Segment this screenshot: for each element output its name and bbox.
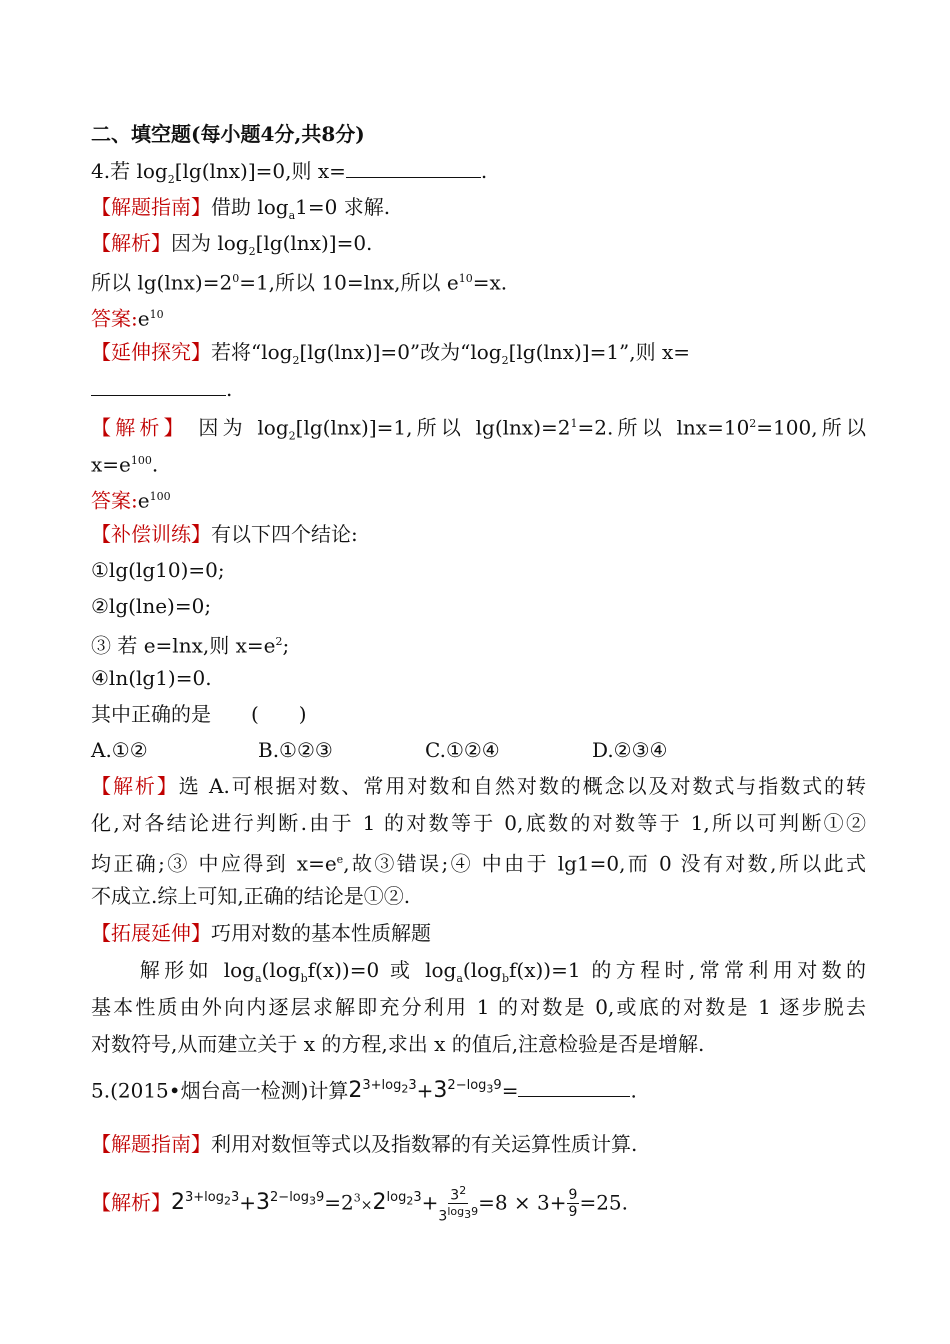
training-tag: 【补偿训练】 [91, 522, 211, 546]
ext-end: . [226, 377, 233, 401]
q5-sol-times: × [360, 1197, 373, 1214]
exp-1d: (log [462, 958, 502, 982]
analysis-line-2: 化,对各结论进行判断.由于 1 的对数等于 0,底数的对数等于 1,所以可判断①② [91, 811, 866, 835]
exp-sub-3: a [456, 972, 463, 985]
ext-sol-3: =2.所以 lnx=10 [577, 415, 750, 440]
ext-sol-tag: 【解析】 [91, 415, 188, 440]
statement-3-text: ③ 若 e=lnx,则 x=e [91, 633, 276, 658]
analysis-line-4: 不成立.综上可知,正确的结论是①②. [91, 884, 411, 908]
statement-3-end: ; [282, 633, 290, 658]
extension-inquiry [91, 338, 866, 375]
expansion-line-3: 对数符号,从而建立关于 x 的方程,求出 x 的值后,注意检验是否是增解. [91, 1032, 705, 1056]
q5-e2-exp: 2−log [447, 1078, 487, 1093]
q5-sol-e1-exp: 3+log [185, 1190, 224, 1205]
ext-sol-sub: 2 [288, 429, 296, 443]
q5-solution-tag: 【解析】 [91, 1190, 171, 1215]
extension-tag: 【延伸探究】 [91, 340, 211, 364]
exp-sub-1: a [254, 972, 262, 985]
ext-sol2-text: x=e [91, 452, 131, 477]
q4-sub: 2 [167, 173, 175, 186]
q5-sol-e2-exp: 2−log [270, 1190, 310, 1205]
q5-e2-exp2: 9 [493, 1078, 502, 1093]
option-d[interactable]: D.②③④ [592, 738, 668, 762]
q5-sol-r3-exp: log [386, 1190, 407, 1205]
q5-fraction-1 [438, 1183, 478, 1225]
solution-text: 因为 log [171, 231, 249, 255]
ext-sol2-end: . [151, 452, 159, 477]
guide-sub: a [288, 209, 296, 222]
expansion-title: 巧用对数的基本性质解题 [211, 921, 431, 945]
solution-tag: 【解析】 [91, 231, 171, 255]
q5-e1-exp: 3+log [362, 1078, 402, 1093]
expansion-heading [91, 919, 866, 947]
q5-sol-e1-sub: 2 [223, 1194, 231, 1208]
analysis-text-1: 选 A.可根据对数、常用对数和自然对数的概念以及对数式与指数式的转 [178, 774, 866, 798]
q5-e2-base: 3 [433, 1078, 448, 1104]
analysis-line-1 [91, 772, 866, 800]
q5-end: . [630, 1078, 637, 1103]
exp-1e: f(x))=1 的方程时,常常利用对数的 [509, 958, 867, 982]
training-text: 有以下四个结论: [211, 522, 358, 546]
q5-plus: + [416, 1078, 434, 1103]
q4-answer [91, 301, 866, 333]
q4-text-2: [lg(lnx)]=0,则 x= [174, 159, 346, 183]
q5-solution [91, 1178, 866, 1225]
ext-text-2: [lg(lnx)]=0”改为“log [299, 340, 502, 364]
f2-num: 9 [568, 1187, 578, 1204]
ext-sol2-sup: 100 [130, 454, 152, 467]
sol2-text-2: =1,所以 10=lnx,所以 e [239, 270, 459, 295]
q5-expr-2 [433, 1078, 501, 1103]
f1-den-exp: log [447, 1205, 465, 1219]
guide-text: 借助 log [211, 195, 289, 219]
answer-sup: 10 [149, 308, 164, 321]
exp-sub-2: b [300, 972, 308, 985]
options-row [91, 736, 866, 764]
analysis-tag: 【解析】 [91, 774, 179, 798]
expansion-line-1 [91, 956, 866, 993]
q5-e1-base: 2 [348, 1078, 363, 1104]
analysis-line-3 [91, 846, 866, 878]
q5-answer-blank[interactable] [518, 1078, 630, 1097]
f1-den-exp2: 9 [471, 1205, 479, 1219]
extension-solution [91, 410, 866, 451]
q5-sol-r5: =8 × 3+ [478, 1190, 567, 1215]
q5-sol-expr-1 [171, 1190, 239, 1215]
q5-sol-r1: =2 [324, 1190, 354, 1215]
q4-solution [91, 229, 866, 266]
f2-den: 9 [568, 1204, 578, 1221]
q5-sol-e2-sub: 3 [309, 1194, 317, 1208]
q5-sol-expr-2 [256, 1190, 324, 1215]
ext-sol-1: 因为 log [198, 415, 289, 440]
q5-sol-e2-base: 3 [256, 1190, 271, 1216]
q5-sol-r1-sup: 3 [353, 1191, 361, 1205]
ext-answer-value: e [137, 488, 150, 513]
sol2-text: 所以 lg(lnx)=2 [91, 270, 233, 295]
ext-sol-sup-1: 1 [570, 417, 578, 430]
q5-sol-plus: + [239, 1190, 257, 1215]
q5-sol-plus2: + [421, 1190, 439, 1215]
exp-1a: 解形如 log [91, 958, 255, 982]
statement-1: ①lg(lg10)=0; [91, 558, 225, 582]
guide-text-2: 1=0 求解. [295, 195, 391, 219]
q5-e1-sub: 2 [401, 1082, 409, 1096]
q5-guide-tag: 【解题指南】 [91, 1132, 211, 1156]
answer-blank[interactable] [346, 159, 481, 178]
q4-text: 4.若 log [91, 159, 168, 183]
analysis-3-sup: e [336, 853, 344, 866]
question-4 [91, 157, 866, 194]
q4-guide [91, 193, 866, 230]
ext-answer-sup: 100 [149, 490, 171, 503]
option-c[interactable]: C.①②④ [425, 738, 500, 762]
q5-e2-sub: 3 [486, 1082, 494, 1096]
ext-answer-label: 答案: [91, 488, 138, 513]
expansion-tag: 【拓展延伸】 [91, 921, 211, 945]
expansion-line-2: 基本性质由外向内逐层求解即充分利用 1 的对数是 0,或底的对数是 1 逐步脱去 [91, 995, 866, 1019]
solution-sub: 2 [248, 245, 256, 258]
q5-sol-r3-sub: 2 [406, 1194, 414, 1208]
q5-e1-exp2: 3 [408, 1078, 417, 1093]
analysis-3a: 均正确;③ 中应得到 x=e [91, 851, 337, 876]
q5-sol-e1-exp2: 3 [230, 1190, 240, 1205]
answer-label: 答案: [91, 306, 138, 331]
q5-sol-e2-exp2: 9 [316, 1190, 325, 1205]
q5-guide-text: 利用对数恒等式以及指数幂的有关运算性质计算. [211, 1132, 638, 1156]
q5-sol-e1-base: 2 [171, 1190, 185, 1216]
option-b[interactable]: B.①②③ [258, 738, 333, 762]
q4-end: . [480, 159, 488, 183]
f1-den: 3 [438, 1208, 448, 1225]
q5-fraction-2 [567, 1187, 580, 1220]
f1-num: 3 [450, 1187, 460, 1204]
ext-sol-4: =100,所以 [756, 415, 867, 440]
exp-1c: f(x))=0 或 log [307, 958, 457, 982]
q5-text: 5.(2015•烟台高一检测)计算 [91, 1078, 349, 1103]
option-a[interactable]: A.①② [91, 738, 148, 762]
exp-1b: (log [261, 958, 301, 982]
q5-sol-r3-exp2: 3 [413, 1190, 422, 1205]
sol2-sup: 0 [232, 272, 240, 285]
f1-num-sup: 2 [459, 1183, 467, 1197]
sol2-sup-2: 10 [458, 272, 473, 285]
extension-solution-line2 [91, 447, 866, 479]
q5-eq: = [501, 1078, 519, 1103]
sol2-text-3: =x. [472, 270, 508, 295]
statement-2: ②lg(lne)=0; [91, 594, 212, 618]
answer-value: e [137, 306, 150, 331]
q5-expr-1 [348, 1078, 416, 1103]
ext-text-1: 若将“log [211, 340, 293, 364]
q5-sol-result: =25. [579, 1190, 629, 1215]
q5-guide [91, 1130, 866, 1158]
extension-blank-line [91, 375, 866, 403]
extension-answer-blank[interactable] [91, 377, 226, 396]
f1-den-sub: 3 [464, 1208, 472, 1222]
q4-solution-line2 [91, 265, 866, 297]
statement-3 [91, 628, 866, 660]
choice-prompt: 其中正确的是 ( ) [91, 702, 307, 726]
statement-4: ④ln(lg1)=0. [91, 666, 212, 690]
ext-sub-2: 2 [501, 354, 509, 367]
analysis-3b: ,故③错误;④ 中由于 lg1=0,而 0 没有对数,所以此式 [343, 851, 867, 876]
guide-tag: 【解题指南】 [91, 195, 211, 219]
extension-answer [91, 483, 866, 515]
question-5 [91, 1072, 866, 1105]
q5-sol-expr-3 [373, 1190, 422, 1215]
exp-sub-4: b [501, 972, 509, 985]
ext-sub-1: 2 [292, 354, 300, 367]
ext-sol-2: [lg(lnx)]=1,所以 lg(lnx)=2 [295, 415, 571, 440]
q5-sol-r3-base: 2 [372, 1190, 387, 1216]
solution-text-2: [lg(lnx)]=0. [255, 231, 373, 255]
ext-sol-sup-2: 2 [749, 417, 757, 430]
statement-3-sup: 2 [275, 635, 283, 648]
section-title: 二、填空题(每小题4分,共8分) [91, 122, 365, 146]
ext-text-3: [lg(lnx)]=1”,则 x= [508, 340, 691, 364]
compensation-training [91, 520, 866, 548]
